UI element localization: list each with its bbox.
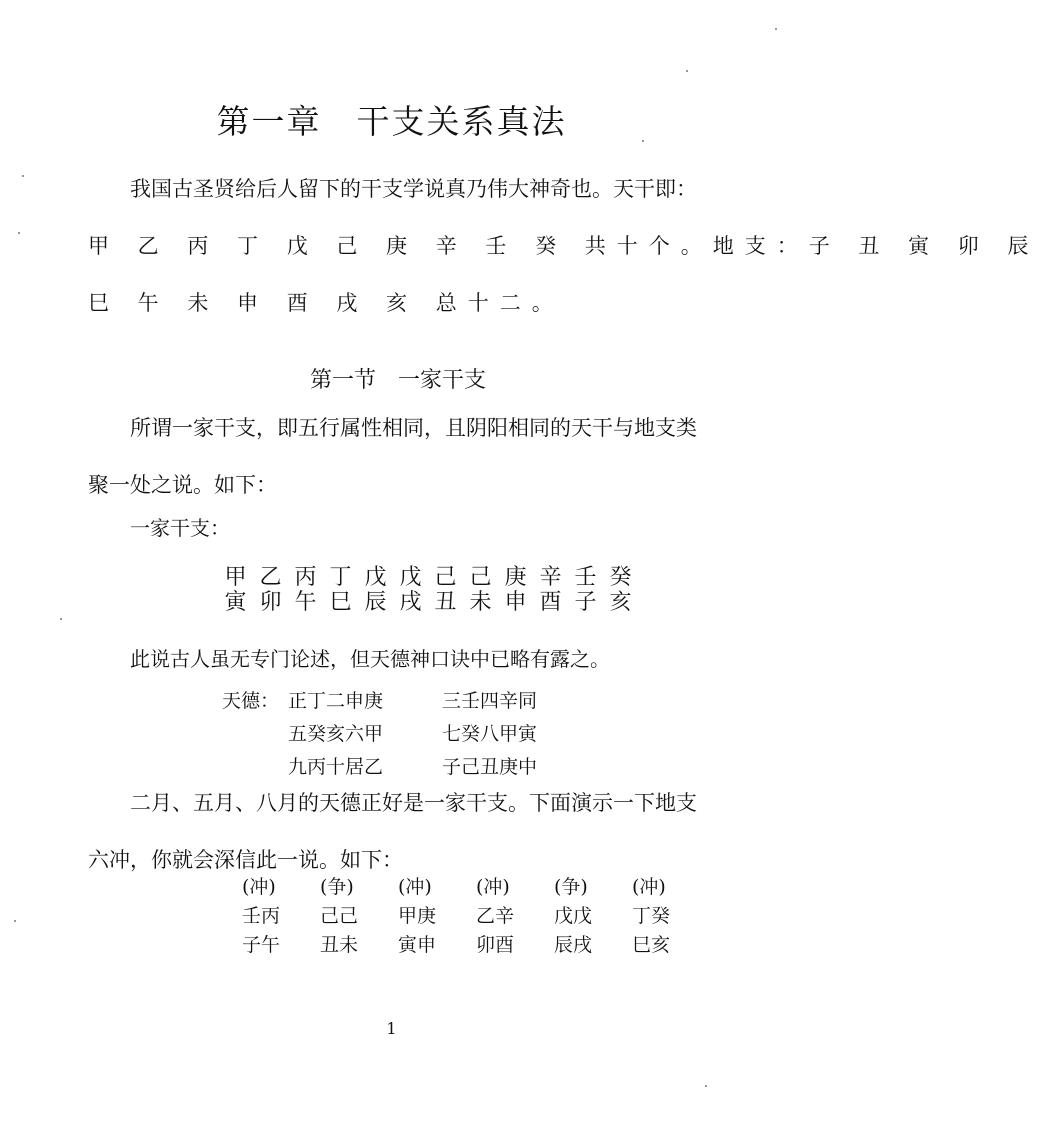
pairs-table xyxy=(242,873,710,960)
para3-line-1: 二月、五月、八月的天德正好是一家干支。下面演示一下地支 xyxy=(130,791,697,815)
stem-cell: 甲 xyxy=(224,565,247,590)
tiande-label: 天德： xyxy=(222,690,280,712)
scan-speck xyxy=(705,1085,707,1087)
pairs-stems-row xyxy=(242,902,710,931)
branch-cell: 未 xyxy=(469,590,492,615)
pair-tag: (争) xyxy=(320,876,354,898)
scan-speck xyxy=(775,28,777,30)
verse-cell: 三壬四辛同 xyxy=(442,690,538,712)
stem-cell: 己 xyxy=(434,565,457,590)
scan-speck xyxy=(686,70,688,72)
scan-speck xyxy=(18,232,20,234)
pairs-tags-row xyxy=(242,873,710,902)
scan-speck xyxy=(642,140,644,142)
pair-branches: 寅申 xyxy=(398,934,437,956)
branch-cell: 子 xyxy=(574,590,597,615)
stem-cell: 己 xyxy=(469,565,492,590)
paragraph-3 xyxy=(88,775,738,889)
branch-cell: 亥 xyxy=(609,590,632,615)
verse-cell: 九丙十居乙 xyxy=(288,756,384,778)
scan-speck xyxy=(60,618,62,620)
branch-cell: 卯 xyxy=(259,590,282,615)
tiande-verse xyxy=(222,685,537,784)
branch-cell: 午 xyxy=(294,590,317,615)
branch-cell: 寅 xyxy=(224,590,247,615)
branch-cell: 巳 xyxy=(329,590,352,615)
intro-paragraph xyxy=(88,161,1039,332)
stem-cell: 戊 xyxy=(399,565,422,590)
pairs-branches-row xyxy=(242,931,710,960)
pair-tag: (争) xyxy=(554,876,588,898)
intro-line-3: 巳 午 未 申 酉 戌 亥 总十二。 xyxy=(88,291,564,315)
stem-cell: 戊 xyxy=(364,565,387,590)
chapter-title: 第一章 干支关系真法 xyxy=(216,102,567,141)
branches-row xyxy=(218,585,638,616)
section-line-1: 所谓一家干支，即五行属性相同，且阴阳相同的天干与地支类 xyxy=(130,416,697,440)
pair-tag: (冲) xyxy=(398,876,432,898)
stem-cell: 癸 xyxy=(609,565,632,590)
stem-cell: 辛 xyxy=(539,565,562,590)
section-line-2: 聚一处之说。如下： xyxy=(88,473,277,497)
page-number: 1 xyxy=(386,1019,397,1038)
pair-branches: 子午 xyxy=(242,934,281,956)
pair-stems: 壬丙 xyxy=(242,905,281,927)
scan-speck xyxy=(22,175,24,177)
para3-line-2: 六冲，你就会深信此一说。如下： xyxy=(88,848,403,872)
intro-line-2: 甲 乙 丙 丁 戊 己 庚 辛 壬 癸 共十个。地支：子 丑 寅 卯 辰 xyxy=(88,234,1039,258)
stem-cell: 庚 xyxy=(504,565,527,590)
pair-branches: 辰戌 xyxy=(554,934,593,956)
pair-stems: 乙辛 xyxy=(476,905,515,927)
pair-branches: 巳亥 xyxy=(632,934,671,956)
branch-cell: 丑 xyxy=(434,590,457,615)
stem-cell: 丁 xyxy=(329,565,352,590)
section-title: 第一节 一家干支 xyxy=(310,368,487,393)
scan-speck xyxy=(14,920,16,922)
stem-cell: 丙 xyxy=(294,565,317,590)
stem-cell: 乙 xyxy=(259,565,282,590)
pair-tag: (冲) xyxy=(476,876,510,898)
pair-stems: 戊戊 xyxy=(554,905,593,927)
pair-stems: 丁癸 xyxy=(632,905,671,927)
section-paragraph xyxy=(88,400,738,514)
label-yijia: 一家干支： xyxy=(130,516,230,540)
pair-stems: 甲庚 xyxy=(398,905,437,927)
branch-cell: 申 xyxy=(504,590,527,615)
verse-cell: 七癸八甲寅 xyxy=(442,723,538,745)
pair-branches: 丑未 xyxy=(320,934,359,956)
intro-line-1: 我国古圣贤给后人留下的干支学说真乃伟大神奇也。天干即： xyxy=(130,177,697,201)
stem-cell: 壬 xyxy=(574,565,597,590)
branch-cell: 戌 xyxy=(399,590,422,615)
pair-branches: 卯酉 xyxy=(476,934,515,956)
branch-cell: 酉 xyxy=(539,590,562,615)
pair-tag: (冲) xyxy=(632,876,666,898)
verse-cell: 正丁二申庚 xyxy=(288,690,384,712)
pair-stems: 己己 xyxy=(320,905,359,927)
branch-cell: 辰 xyxy=(364,590,387,615)
pair-tag: (冲) xyxy=(242,876,276,898)
verse-cell: 子己丑庚中 xyxy=(442,756,538,778)
verse-cell: 五癸亥六甲 xyxy=(288,723,384,745)
note-line: 此说古人虽无专门论述，但天德神口诀中已略有露之。 xyxy=(130,647,610,671)
